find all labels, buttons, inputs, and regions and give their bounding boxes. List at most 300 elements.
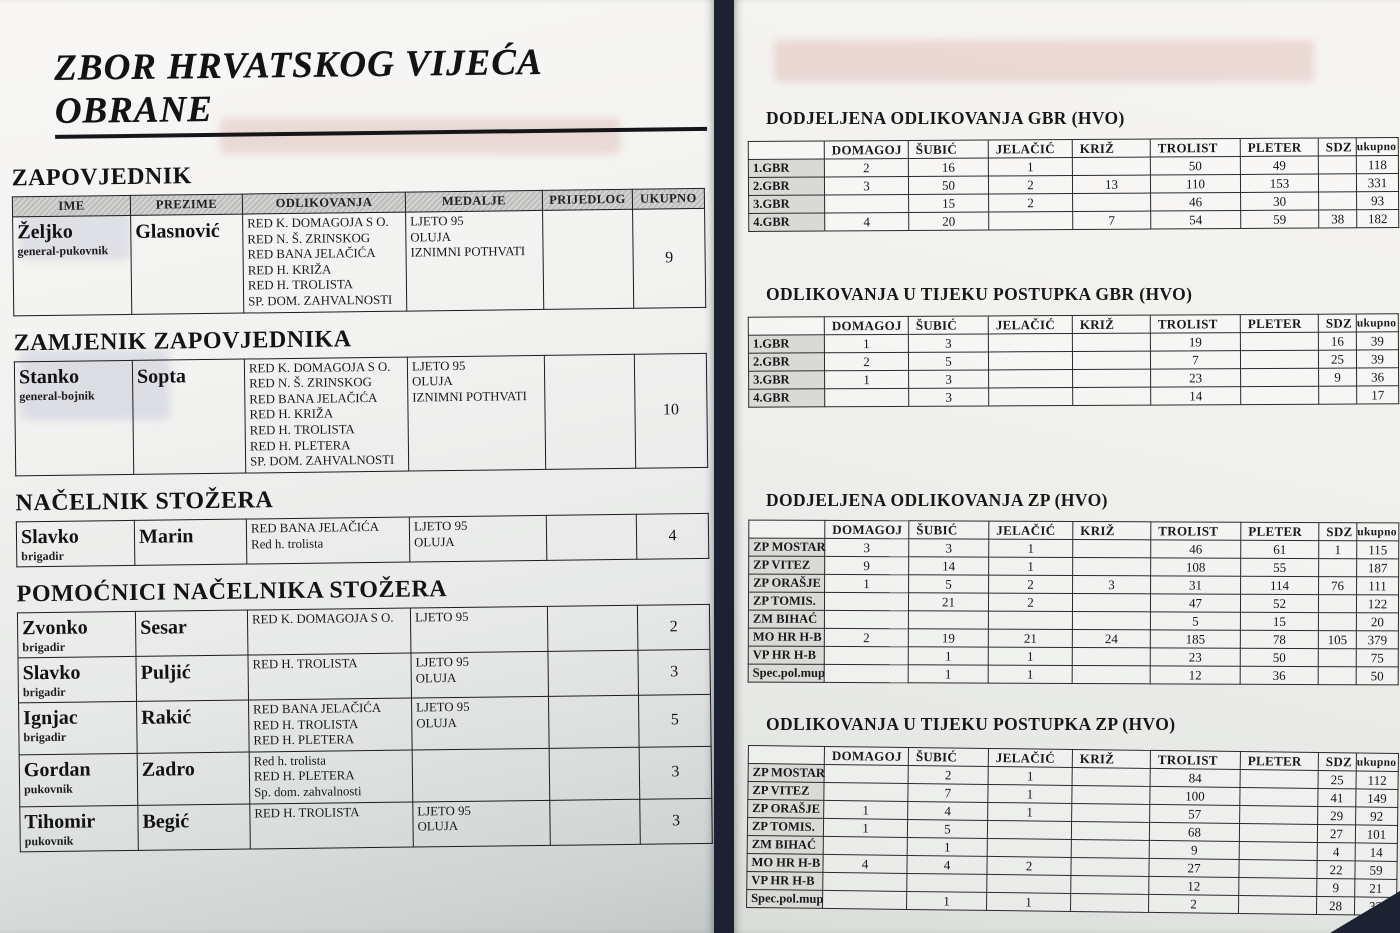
total-cell: 4 [636,513,709,559]
value-cell: 1 [988,766,1072,785]
order-line: RED H. TROLISTA [253,716,359,733]
value-cell: 50 [908,176,988,194]
row-label-cell: VP HR H-B [748,646,824,664]
value-cell [1239,878,1317,897]
section-heading: ZAMJENIK ZAPOVJEDNIKA [13,325,352,357]
table-row [20,798,712,851]
total-cell: 3 [640,798,713,844]
order-line: Red h. trolista [251,536,324,552]
first-name: Ignjac [23,706,78,730]
value-cell [1319,559,1357,577]
table-body [747,764,1399,916]
value-cell: 1 [908,665,988,683]
value-cell: 1 [907,891,987,910]
value-cell: 3 [824,177,908,196]
total-cell: 3 [639,746,712,799]
value-cell: 22 [1317,860,1355,878]
value-cell [825,195,909,214]
value-cell: 93 [1357,192,1399,210]
order-line: RED BANA JELAČIĆA [249,390,378,407]
value-cell: 24 [1072,629,1150,647]
value-cell: 122 [1356,595,1398,613]
value-cell: 75 [1356,649,1398,667]
total-cell: 2 [637,604,710,650]
order-line: SP. DOM. ZAHVALNOSTI [250,453,395,469]
section-heading: NAČELNIK STOŽERA [15,487,274,517]
first-name: Zvonko [21,616,88,640]
value-cell: 50 [1150,156,1240,175]
proposal-cell [548,650,639,696]
row-label-cell: ZP VITEZ [749,556,825,574]
row-label-cell: MO HR H-B [747,853,823,872]
row-label-cell: 1.GBR [748,335,824,353]
value-cell [1238,896,1316,915]
table-block [748,490,1400,684]
medal-line: OLUJA [414,534,455,550]
orders-cell [248,653,412,700]
value-cell: 3 [909,388,989,406]
row-label-cell: Spec.pol.mup [747,889,823,908]
medals-cell [411,696,549,749]
value-cell [1072,803,1150,822]
proposal-cell [549,747,640,800]
value-cell: 118 [1356,156,1398,174]
value-cell [1073,387,1151,405]
value-cell: 9 [1149,840,1239,859]
total-cell: 5 [638,694,711,747]
value-cell: 32 [1354,897,1396,916]
value-cell [824,664,908,682]
value-cell: 30 [1241,192,1319,210]
value-cell: 31 [1151,576,1241,594]
order-line: SP. DOM. ZAHVALNOSTI [248,292,393,309]
last-name: Glasnović [135,219,220,243]
value-cell: 27 [1149,858,1239,877]
value-cell: 3 [1073,575,1151,593]
value-cell: 9 [1317,878,1355,896]
order-line: RED N. Š. ZRINSKOG [249,375,372,391]
value-cell: 2 [989,575,1073,593]
medal-line: LJETO 95 [415,654,470,670]
row-label-cell: 2.GBR [748,177,824,195]
value-cell [824,764,908,783]
column-header: ŠUBIĆ [908,316,988,334]
value-cell: 59 [1241,210,1319,228]
value-cell [825,388,909,406]
value-cell [1240,806,1318,825]
value-cell [1240,788,1318,807]
page-right-scan [734,0,1400,933]
bleed-through-ghost-title [774,40,1314,82]
row-label-cell: ZP ORAŠJE [748,800,824,819]
photo-corner-shadow [1330,891,1400,933]
value-cell: 68 [1149,822,1239,841]
medal-line: LJETO 95 [410,213,464,229]
value-cell: 21 [988,629,1072,647]
column-header: ukupno [1356,138,1398,156]
value-cell: 9 [825,556,909,574]
value-cell [1318,174,1356,192]
value-cell: 19 [1150,333,1240,351]
table-block [748,714,1400,914]
table-title: DODJELJENA ODLIKOVANJA ZP (HVO) [766,490,1108,510]
column-header: KRIŽ [1072,749,1150,768]
column-header: DOMAGOJ [824,316,908,334]
value-cell: 57 [1150,804,1240,823]
value-cell: 4 [823,854,907,873]
table-body [17,604,712,851]
order-line: RED K. DOMAGOJA S O. [247,214,389,231]
order-line: RED N. Š. ZRINSKOG [247,230,371,247]
proposal-cell [544,354,635,469]
surname-cell [136,655,249,701]
value-cell: 29 [1318,806,1356,824]
proposal-cell [546,514,637,560]
value-cell [1240,350,1318,368]
value-cell: 7 [1073,211,1151,229]
table-row [19,746,712,806]
row-label-cell: 2.GBR [748,353,824,371]
personnel-table [17,604,713,852]
value-cell: 1 [908,647,988,665]
medals-cell [409,515,547,562]
value-cell [1239,842,1317,861]
surname-cell [138,804,251,850]
rank: brigadir [21,548,64,564]
orders-cell [243,212,407,313]
table-title: ODLIKOVANJA U TIJEKU POSTUPKA ZP (HVO) [766,714,1176,734]
order-line: RED BANA JELAČIĆA [250,519,379,536]
column-header: JELAČIĆ [988,748,1072,767]
value-cell: 7 [908,783,988,802]
row-label-cell: ZP MOSTAR [749,538,825,556]
value-cell [1072,611,1150,629]
surname-cell [137,752,250,805]
column-header: SDZ [1319,523,1357,541]
medals-cell [406,210,544,310]
value-cell [1318,595,1356,613]
name-cell [20,805,139,851]
value-cell: 76 [1319,577,1357,595]
column-header [748,746,824,765]
value-cell: 46 [1151,192,1241,211]
order-line: RED H. PLETERA [253,768,355,784]
value-cell: 12 [1149,876,1239,895]
value-cell: 59 [1355,861,1397,880]
column-header: UKUPNO [632,188,704,209]
value-cell [989,212,1073,231]
value-cell: 187 [1357,559,1399,577]
total-cell: 10 [634,353,707,468]
table-row [749,386,1399,407]
first-name: Željko [17,220,73,244]
value-cell: 55 [1241,558,1319,576]
value-cell: 5 [909,575,989,593]
value-cell: 49 [1240,156,1318,174]
value-cell: 110 [1150,174,1240,193]
proposal-cell [550,799,641,845]
value-cell: 1 [988,802,1072,821]
value-cell [1319,192,1357,210]
value-cell [1073,193,1151,211]
medal-line: OLUJA [417,819,459,834]
rank: general-bojnik [19,388,95,403]
order-line: Sp. dom. zahvalnosti [254,784,362,800]
value-cell [1072,157,1150,175]
value-cell [1070,893,1148,912]
value-cell: 25 [1318,350,1356,368]
value-cell [824,610,908,628]
last-name: Zadro [141,757,195,781]
column-header: KRIŽ [1073,521,1151,539]
value-cell [1072,593,1150,611]
rank: brigadir [22,684,66,700]
value-cell: 105 [1318,631,1356,649]
value-cell: 185 [1150,630,1240,648]
medal-line: OLUJA [415,670,457,686]
value-cell [1071,857,1149,876]
value-cell: 38 [1319,210,1357,228]
value-cell [1240,332,1318,350]
column-header: PREZIME [130,194,242,215]
value-cell [1073,369,1151,387]
value-cell: 36 [1240,666,1318,684]
value-cell [823,890,907,909]
proposal-cell [543,209,634,309]
value-cell: 182 [1357,210,1399,228]
value-cell: 4 [908,801,988,820]
row-label-cell: ZP TOMIS. [747,818,823,837]
order-line: RED K. DOMAGOJA S O. [248,359,391,376]
value-cell: 2 [1148,894,1238,913]
value-cell [824,646,908,664]
value-cell [1241,368,1319,386]
first-name: Slavko [20,525,79,549]
column-header [748,141,824,159]
table-title: DODJELJENA ODLIKOVANJA GBR (HVO) [766,108,1125,128]
awards-table [746,745,1399,916]
value-cell [1319,386,1357,404]
value-cell: 1 [988,784,1072,803]
value-cell: 100 [1150,786,1240,805]
value-cell [1071,839,1149,858]
column-header: ukupno [1357,523,1399,541]
name-cell [19,753,138,806]
value-cell [907,873,987,892]
value-cell: 17 [1357,386,1399,404]
column-header: TROLIST [1150,750,1240,769]
row-label-cell: ZM BIHAĆ [748,610,824,628]
medals-cell [407,355,545,471]
section-heading: ZAPOVJEDNIK [11,163,192,192]
value-cell [823,836,907,855]
row-label-cell: Spec.pol.mup [748,664,824,682]
value-cell: 3 [825,538,909,556]
value-cell: 15 [1240,612,1318,630]
value-cell: 54 [1151,210,1241,229]
value-cell: 20 [909,212,989,230]
value-cell: 39 [1356,332,1398,350]
column-header: TROLIST [1150,138,1240,157]
name-cell [13,215,132,315]
value-cell: 3 [909,539,989,557]
proposal-cell [547,605,638,651]
value-cell: 5 [1150,612,1240,630]
column-header [748,317,824,335]
value-cell: 7 [1150,351,1240,369]
value-cell: 2 [824,628,908,646]
value-cell [987,820,1071,839]
column-header: KRIŽ [1072,139,1150,157]
value-cell: 47 [1150,594,1240,612]
value-cell [1072,785,1150,804]
awards-table [748,313,1399,407]
orders-cell [249,698,413,752]
value-cell: 15 [909,194,989,212]
value-cell: 4 [907,855,987,874]
value-cell [1072,665,1150,683]
row-label-cell: 4.GBR [749,213,825,231]
medal-line: OLUJA [410,229,451,245]
order-line: RED H. PLETERA [249,437,351,454]
order-line: RED K. DOMAGOJA S O. [251,610,394,627]
value-cell: 1 [986,892,1070,911]
value-cell [987,874,1071,893]
last-name: Marin [138,525,194,548]
last-name: Begić [142,809,190,833]
value-cell [1072,333,1150,351]
value-cell: 2 [988,593,1072,611]
value-cell: 46 [1151,540,1241,558]
value-cell [823,872,907,891]
column-header: ukupno [1356,753,1398,772]
column-header: ODLIKOVANJA [242,192,405,214]
column-header: IME [12,195,130,216]
value-cell [1241,386,1319,404]
table-body [13,208,706,315]
value-cell [1072,767,1150,786]
value-cell: 1 [825,574,909,592]
medals-cell [411,651,549,698]
column-header: ŠUBIĆ [908,140,988,158]
column-header: JELAČIĆ [988,316,1072,334]
first-name: Slavko [22,661,81,685]
value-cell: 13 [1072,175,1150,193]
value-cell [1073,557,1151,575]
order-line: RED H. KRIŽA [247,262,332,278]
name-cell [17,611,136,657]
value-cell: 36 [1357,368,1399,386]
value-cell: 379 [1356,631,1398,649]
value-cell: 16 [908,158,988,176]
column-header: PLETER [1240,138,1318,156]
value-cell: 12 [1150,666,1240,684]
row-label-cell: 3.GBR [749,371,825,389]
column-header: KRIŽ [1072,315,1150,333]
rank: pukovnik [23,781,73,797]
row-label-cell: ZP VITEZ [748,782,824,801]
value-cell: 2 [908,765,988,784]
value-cell [1071,821,1149,840]
column-header: SDZ [1318,752,1356,770]
medals-cell [412,748,550,801]
total-cell: 9 [633,208,706,308]
value-cell: 3 [909,370,989,388]
value-cell: 19 [908,629,988,647]
column-header: PLETER [1240,314,1318,332]
value-cell: 16 [1318,332,1356,350]
row-label-cell: ZP ORAŠJE [749,574,825,592]
order-line: RED H. TROLISTA [252,656,358,672]
row-label-cell: VP HR H-B [747,871,823,890]
column-header: DOMAGOJ [824,141,908,160]
first-name: Tihomir [24,809,96,833]
medal-line: OLUJA [416,715,457,731]
value-cell [1318,613,1356,631]
medal-line: LJETO 95 [416,699,470,715]
total-cell: 3 [638,649,711,695]
value-cell: 111 [1357,577,1399,595]
value-cell: 2 [987,856,1071,875]
value-cell [1318,156,1356,174]
name-cell [18,656,137,702]
value-cell: 14 [1355,843,1397,862]
proposal-cell [548,695,639,748]
value-cell: 1 [989,539,1073,557]
value-cell [1318,649,1356,667]
value-cell: 112 [1356,771,1398,790]
row-label-cell: 1.GBR [748,159,824,177]
order-line: RED H. TROLISTA [247,277,354,293]
value-cell [824,592,908,610]
value-cell: 23 [1151,369,1241,387]
table-body [748,332,1398,407]
value-cell: 331 [1356,174,1398,192]
table-body [14,353,707,476]
value-cell: 1 [823,818,907,837]
value-cell: 2 [989,194,1073,213]
column-header: ukupno [1356,314,1398,332]
value-cell: 1 [824,800,908,819]
medal-line: LJETO 95 [413,518,468,534]
value-cell: 1 [825,370,909,388]
value-cell [988,334,1072,352]
value-cell: 20 [1356,613,1398,631]
orders-cell [247,608,411,655]
value-cell [1240,770,1318,789]
last-name: Rakić [141,706,192,729]
value-cell: 101 [1355,825,1397,844]
value-cell [824,782,908,801]
value-cell: 1 [988,665,1072,683]
value-cell [1073,539,1151,557]
value-cell [1318,667,1356,685]
value-cell [988,611,1072,629]
column-header: JELAČIĆ [989,521,1073,539]
row-label-cell: MO HR H-B [748,628,824,646]
document-title: ZBOR HRVATSKOG VIJEĆA OBRANE [54,39,707,139]
personnel-table [14,353,708,477]
value-cell: 21 [908,593,988,611]
value-cell: 52 [1240,594,1318,612]
medal-line: LJETO 95 [414,609,469,625]
row-label-cell: ZM BIHAĆ [747,835,823,854]
value-cell: 92 [1356,807,1398,826]
orders-cell [244,357,408,473]
value-cell [1071,875,1149,894]
order-line: RED BANA JELAČIĆA [253,700,382,717]
column-header: DOMAGOJ [825,520,909,538]
